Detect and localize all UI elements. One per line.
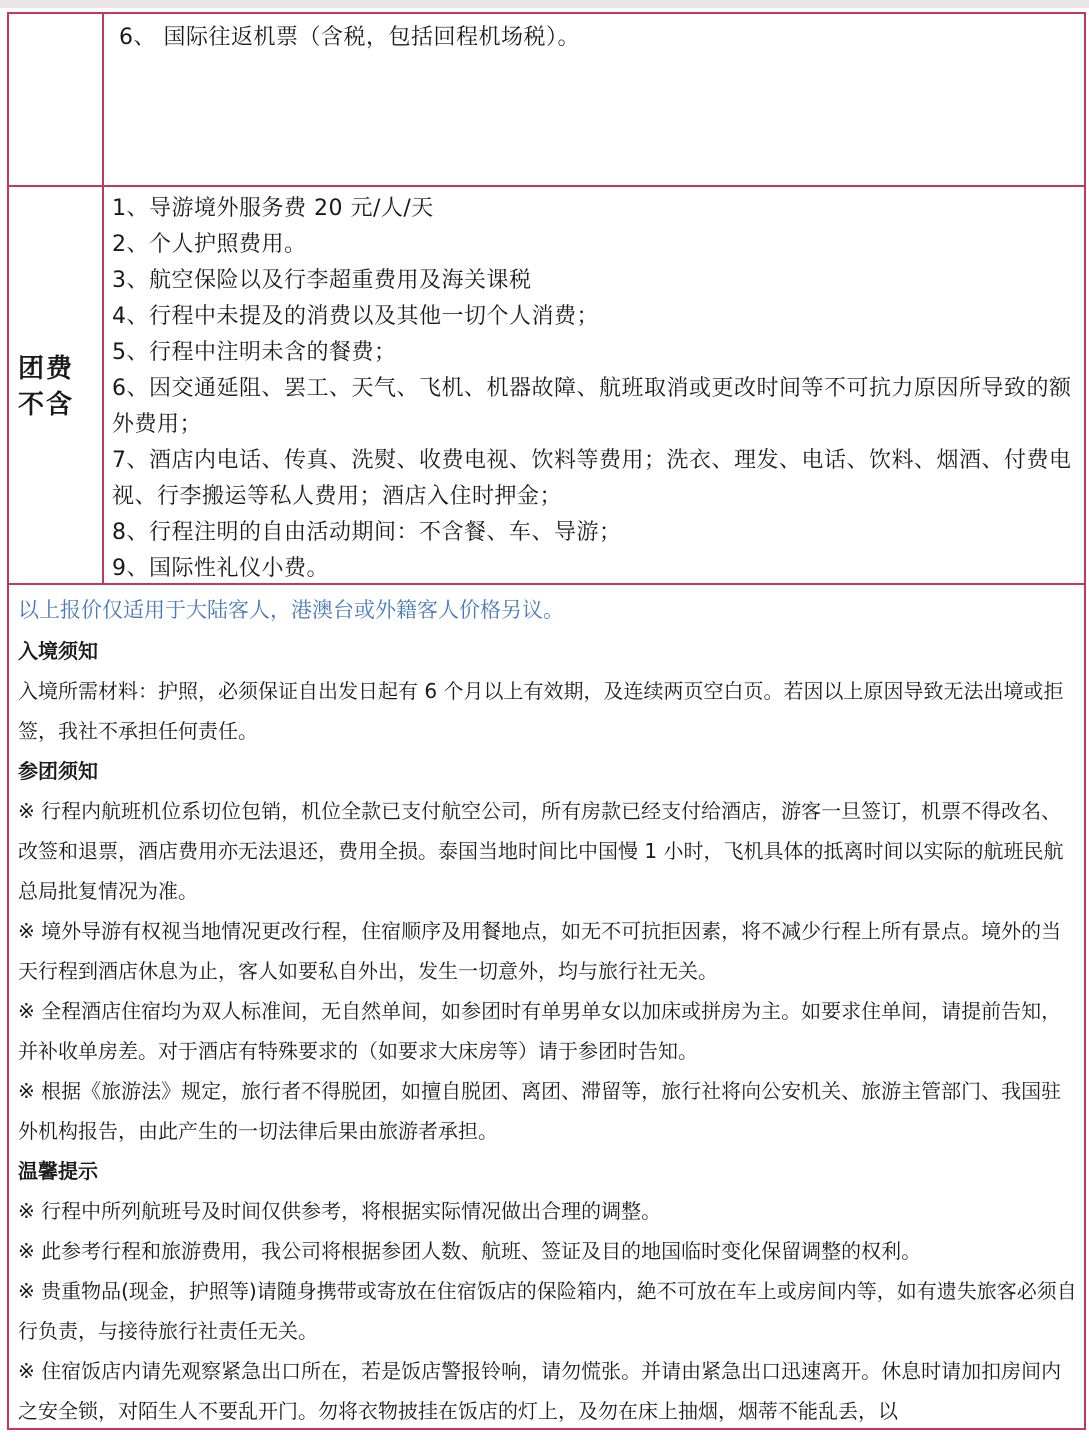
- list-item: 4、行程中未提及的消费以及其他一切个人消费；: [112, 304, 599, 329]
- list-item: 2、个人护照费用。: [112, 232, 307, 257]
- list-item: ※ 住宿饭店内请先观察紧急出口所在，若是饭店警报铃响，请勿慌张。并请由紧急出口迅速离开。休息时请加扣房间内之安全锁，对陌生人不要乱开门。勿将衣物披挂在饭店的灯上，及勿在床上抽烟，烟蒂不能乱丢，以: [18, 1359, 1062, 1423]
- list-item: 9、国际性礼仪小费。: [112, 556, 329, 581]
- list-item: ※ 境外导游有权视当地情况更改行程，住宿顺序及用餐地点，如无不可抗拒因素，将不减少行程上所有景点。境外的当天行程到酒店休息为止，客人如要私自外出，发生一切意外，均与旅行社无关。: [18, 919, 1062, 983]
- table-row-included-cont: [9, 14, 1084, 187]
- row-label-not-included: [18, 351, 98, 423]
- list-item: ※ 此参考行程和旅游费用，我公司将根据参团人数、航班、签证及目的地国临时变化保留调整的权利。: [18, 1239, 922, 1263]
- list-item: 6、因交通延阻、罢工、天气、飞机、机器故障、航班取消或更改时间等不可抗力原因所导致的额外费用；: [112, 376, 1072, 437]
- list-item: ※ 贵重物品(现金，护照等)请随身携带或寄放在住宿饭店的保险箱内，絶不可放在车上或房间内等，如有遗失旅客必须自行负责，与接待旅行社责任无关。: [18, 1279, 1077, 1343]
- entry-text: 入境所需材料：护照，必须保证自出发日起有 6 个月以上有效期，及连续两页空白页。若因以上原因导致无法出境或拒签，我社不承担任何责任。: [18, 679, 1064, 743]
- top-strip: [0, 0, 1089, 8]
- group-title: 参团须知: [18, 759, 98, 783]
- list-item: ※ 全程酒店住宿均为双人标准间，无自然单间，如参团时有单男单女以加床或拼房为主。如要求住单间，请提前告知，并补收单房差。对于酒店有特殊要求的（如要求大床房等）请于参团时告知。: [18, 999, 1062, 1063]
- list-item: ※ 根据《旅游法》规定，旅行者不得脱团，如擅自脱团、离团、滞留等，旅行社将向公安机关、旅游主管部门、我国驻外机构报告，由此产生的一切法律后果由旅游者承担。: [18, 1079, 1062, 1143]
- not-included-list: [112, 191, 1077, 587]
- list-item: 1、导游境外服务费 20 元/人/天: [112, 196, 434, 221]
- list-item: 7、酒店内电话、传真、洗熨、收费电视、饮料等费用；洗衣、理发、电话、饮料、烟酒、付费电视、行李搬运等私人费用；酒店入住时押金；: [112, 448, 1072, 509]
- entry-title: 入境须知: [18, 639, 98, 663]
- info-table: [7, 12, 1086, 1430]
- table-row-not-included: [9, 187, 1084, 585]
- list-item: 3、航空保险以及行李超重费用及海关课税: [112, 268, 532, 293]
- list-item: 5、行程中注明未含的餐费；: [112, 340, 397, 365]
- label-line: 不含: [18, 390, 75, 420]
- list-item: ※ 行程中所列航班号及时间仅供参考，将根据实际情况做出合理的调整。: [18, 1199, 662, 1223]
- included-item-6: 6、 国际往返机票（含税，包括回程机场税）。: [119, 25, 580, 50]
- label-line: 团费: [18, 354, 75, 384]
- tips-title: 温馨提示: [18, 1159, 98, 1183]
- notes-section: [18, 589, 1080, 1431]
- price-note: 以上报价仅适用于大陆客人，港澳台或外籍客人价格另议。: [18, 598, 564, 622]
- list-item: ※ 行程内航班机位系切位包销，机位全款已支付航空公司，所有房款已经支付给酒店，游客一旦签订，机票不得改名、改签和退票，酒店费用亦无法退还，费用全损。泰国当地时间比中国慢 1 小时，飞机具体的抵离时间以实际的航班民航总局批复情况为准。: [18, 799, 1064, 903]
- list-item: 8、行程注明的自由活动期间：不含餐、车、导游；: [112, 520, 622, 545]
- column-divider: [102, 14, 104, 585]
